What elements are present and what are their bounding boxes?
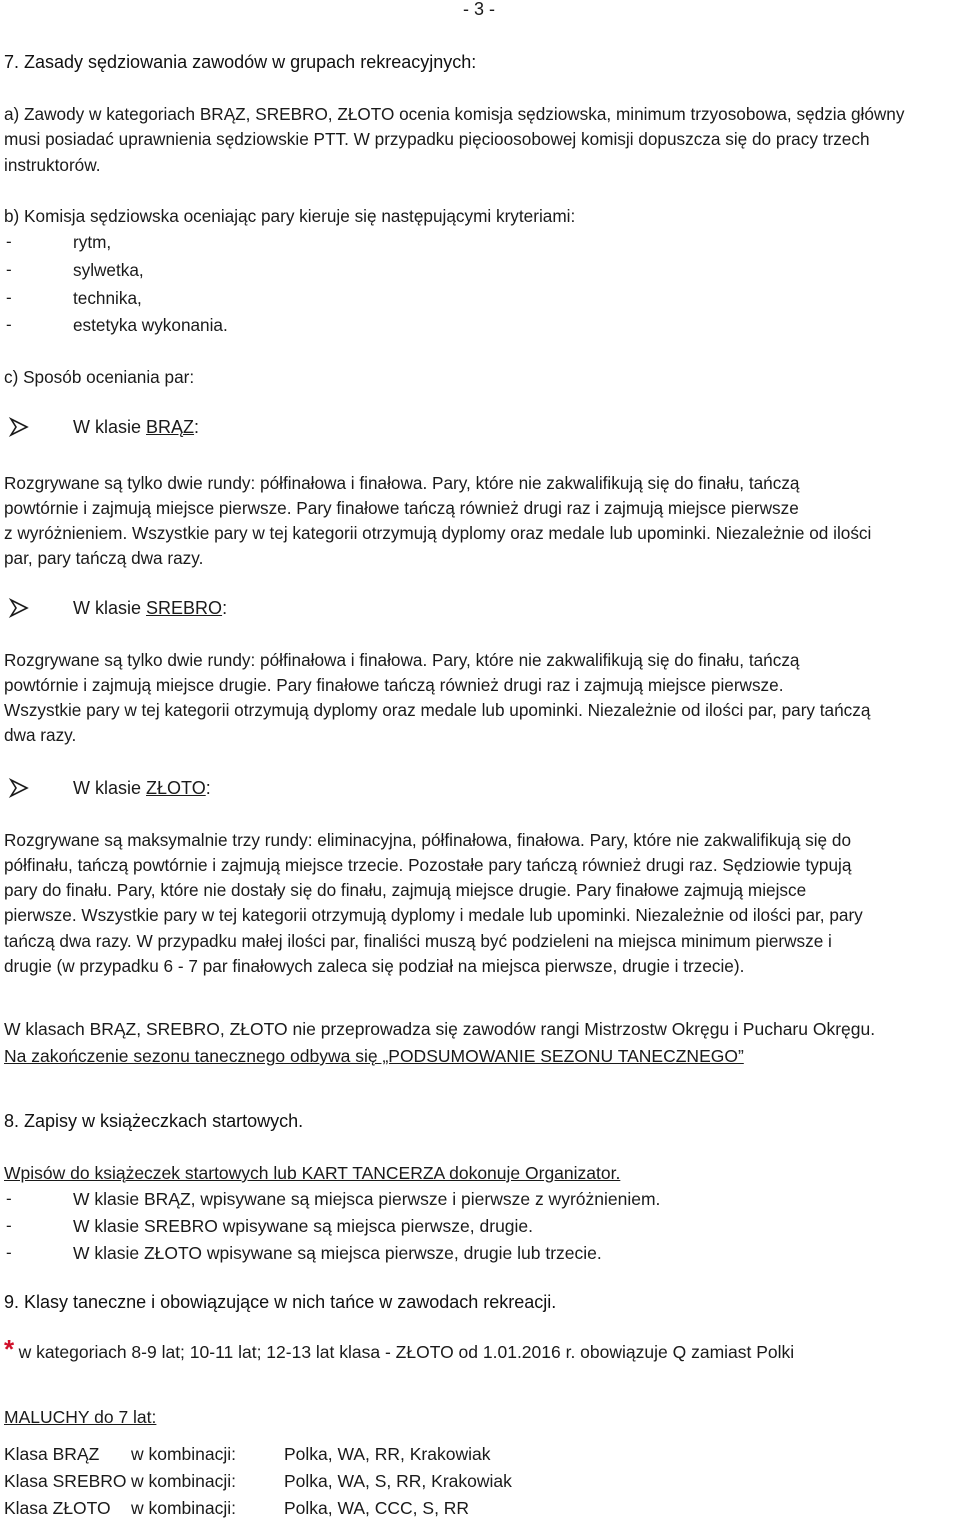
section-8-intro: Wpisów do książeczek startowych lub KART TANCERZA dokonuje Organizator. xyxy=(4,1163,621,1183)
zloto-line-5: tańczą dwa razy. W przypadku małej ilości par, finaliści muszą być podzieleni na miejsca minimum pierwsze i xyxy=(4,931,832,951)
dances: Polka, WA, RR, Krakowiak xyxy=(284,1444,491,1464)
zloto-line-3: pary do finału. Pary, które nie dostały się do finału, zajmują miejsce drugie. Pary finałowe zajmują miejsce xyxy=(4,880,807,900)
criteria-item: sylwetka, xyxy=(73,260,144,280)
list-dash: - xyxy=(6,260,12,279)
heading-prefix: W klasie xyxy=(73,417,142,437)
heading-colon: : xyxy=(222,598,228,618)
srebro-line-1: Rozgrywane są tylko dwie rundy: półfinałowa i finałowa. Pary, które nie zakwalifikują się do finału, tańczą xyxy=(4,650,800,670)
page-number: - 3 - xyxy=(463,0,496,19)
class-name-srebro: SREBRO xyxy=(146,598,223,618)
paragraph-a-line-2: musi posiadać uprawnienia sędziowskie PTT. W przypadku pięcioosobowej komisji dopuszcza się do pracy trzech xyxy=(4,129,870,149)
dances: Polka, WA, S, RR, Krakowiak xyxy=(284,1471,512,1491)
class-label: Klasa BRĄZ xyxy=(4,1444,100,1464)
criteria-item: technika, xyxy=(73,288,142,308)
class-row xyxy=(4,1468,604,1494)
closing-line-2: Na zakończenie sezonu tanecznego odbywa się „PODSUMOWANIE SEZONU TANECZNEGO” xyxy=(4,1046,744,1066)
class-label: Klasa SREBRO xyxy=(4,1471,127,1491)
entry-item-braz: W klasie BRĄZ, wpisywane są miejsca pierwsze i pierwsze z wyróżnieniem. xyxy=(73,1189,661,1209)
srebro-line-4: dwa razy. xyxy=(4,725,77,745)
star-note xyxy=(4,1332,794,1371)
closing-line-1: W klasach BRĄZ, SREBRO, ZŁOTO nie przeprowadza się zawodów rangi Mistrzostw Okręgu i Pucharu Okręgu. xyxy=(4,1019,876,1039)
entry-item-zloto: W klasie ZŁOTO wpisywane są miejsca pierwsze, drugie lub trzecie. xyxy=(73,1243,602,1263)
class-label: Klasa ZŁOTO xyxy=(4,1498,111,1518)
braz-line-1: Rozgrywane są tylko dwie rundy: półfinałowa i finałowa. Pary, które nie zakwalifikują się do finału, tańczą xyxy=(4,473,800,493)
srebro-line-2: powtórnie i zajmują miejsce drugie. Pary finałowe tańczą również drugi raz i zajmują miejsce pierwsze. xyxy=(4,675,784,695)
class-name-braz: BRĄZ xyxy=(146,417,195,437)
class-row xyxy=(4,1495,604,1521)
star-note-text: w kategoriach 8-9 lat; 10-11 lat; 12-13 lat klasa - ZŁOTO od 1.01.2016 r. obowiązuje Q zamiast Polki xyxy=(18,1342,795,1362)
asterisk-icon: * xyxy=(4,1334,15,1364)
entry-item-srebro: W klasie SREBRO wpisywane są miejsca pierwsze, drugie. xyxy=(73,1216,534,1236)
arrowhead-bullet-icon xyxy=(8,598,30,618)
zloto-line-2: półfinału, tańczą powtórnie i zajmują miejsce trzecie. Pozostałe pary tańczą również drugi raz. Sędziowie typują xyxy=(4,855,852,875)
list-dash: - xyxy=(6,288,12,307)
criteria-item: estetyka wykonania. xyxy=(73,315,228,335)
dances: Polka, WA, CCC, S, RR xyxy=(284,1498,470,1518)
section-8-title: 8. Zapisy w książeczkach startowych. xyxy=(4,1111,304,1131)
zloto-heading xyxy=(73,775,211,801)
section-9-title: 9. Klasy taneczne i obowiązujące w nich tańce w zawodach rekreacji. xyxy=(4,1292,557,1312)
arrowhead-bullet-icon xyxy=(8,417,30,437)
class-name-zloto: ZŁOTO xyxy=(146,778,206,798)
combination-label: w kombinacji: xyxy=(131,1444,237,1464)
list-dash: - xyxy=(6,232,12,251)
srebro-heading xyxy=(73,595,227,621)
list-dash: - xyxy=(6,1189,12,1208)
braz-line-2: powtórnie i zajmują miejsce pierwsze. Pary finałowe tańczą również drugi raz i zajmują miejsce pierwsze xyxy=(4,498,799,518)
zloto-line-4: pierwsze. Wszystkie pary w tej kategorii otrzymują dyplomy i medale lub upominki. Niezależnie od ilości par, pary xyxy=(4,905,863,925)
criteria-item: rytm, xyxy=(73,232,112,252)
combination-label: w kombinacji: xyxy=(131,1498,237,1518)
paragraph-c-intro: c) Sposób oceniania par: xyxy=(4,367,195,387)
paragraph-a-line-1: a) Zawody w kategoriach BRĄZ, SREBRO, ZŁOTO ocenia komisja sędziowska, minimum trzyosobowa, sędzia główny xyxy=(4,104,905,124)
heading-colon: : xyxy=(205,778,211,798)
braz-heading xyxy=(73,414,199,440)
srebro-line-3: Wszystkie pary w tej kategorii otrzymują dyplomy oraz medale lub upominki. Niezależnie od ilości par, pary tańczą xyxy=(4,700,871,720)
list-dash: - xyxy=(6,1216,12,1235)
braz-line-3: z wyróżnieniem. Wszystkie pary w tej kategorii otrzymują dyplomy oraz medale lub upominki. Niezależnie od ilości xyxy=(4,523,872,543)
braz-line-4: par, pary tańczą dwa razy. xyxy=(4,548,204,568)
list-dash: - xyxy=(6,1243,12,1262)
combination-label: w kombinacji: xyxy=(131,1471,237,1491)
group-title: MALUCHY do 7 lat: xyxy=(4,1407,157,1427)
heading-colon: : xyxy=(194,417,200,437)
list-dash: - xyxy=(6,315,12,334)
heading-prefix: W klasie xyxy=(73,598,142,618)
paragraph-b-intro: b) Komisja sędziowska oceniając pary kieruje się następującymi kryteriami: xyxy=(4,206,576,226)
zloto-line-1: Rozgrywane są maksymalnie trzy rundy: eliminacyjna, półfinałowa, finałowa. Pary, które nie zakwalifikują się do xyxy=(4,830,852,850)
section-7-title: 7. Zasady sędziowania zawodów w grupach rekreacyjnych: xyxy=(4,52,477,72)
class-row xyxy=(4,1441,604,1467)
paragraph-a-line-3: instruktorów. xyxy=(4,155,101,175)
zloto-line-6: drugie (w przypadku 6 - 7 par finałowych zaleca się podział na miejsca pierwsze, drugie i trzecie). xyxy=(4,956,745,976)
arrowhead-bullet-icon xyxy=(8,778,30,798)
heading-prefix: W klasie xyxy=(73,778,142,798)
